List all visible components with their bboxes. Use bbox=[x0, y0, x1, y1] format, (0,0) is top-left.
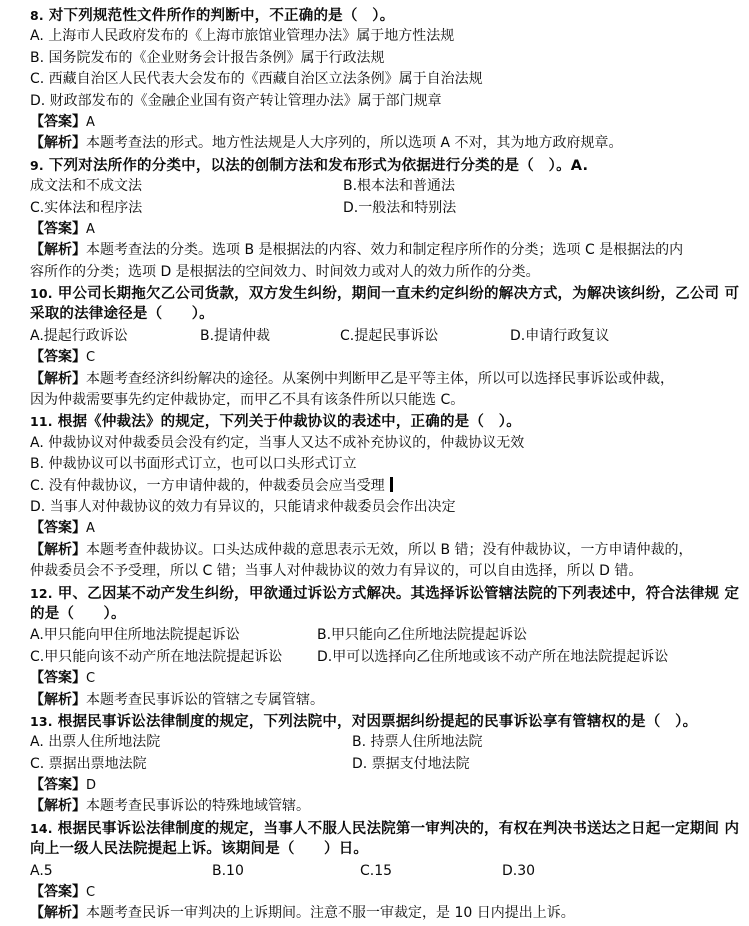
question-9-options-row-2 bbox=[30, 198, 743, 219]
question-11-option-c: C. 没有仲裁协议，一方申请仲裁的，仲裁委员会应当受理 bbox=[30, 476, 743, 497]
answer-label: 【答案】 bbox=[30, 777, 86, 794]
question-14-option-a: A.5 bbox=[30, 862, 53, 879]
question-11-option-d: D. 当事人对仲裁协议的效力有异议的，只能请求仲裁委员会作出决定 bbox=[30, 498, 456, 515]
question-12-title: 12. 甲、乙因某不动产发生纠纷，甲欲通过诉讼方式解决。其选择诉讼管辖法院的下列表述中，符合法律规 定 bbox=[30, 585, 740, 602]
question-14-title-cont: 向上一级人民法院提起上诉。该期间是（ ）日。 bbox=[30, 841, 369, 858]
question-11-number: 11. bbox=[30, 414, 53, 430]
analysis-label: 【解析】 bbox=[30, 905, 86, 922]
question-14-options-row bbox=[30, 861, 743, 882]
question-10-analysis-cont: 因为仲裁需要事先约定仲裁协定，而甲乙不具有该条件所以只能选 C。 bbox=[30, 392, 465, 409]
question-10-option-b: B.提请仲裁 bbox=[200, 327, 271, 344]
question-13-option-c: C. 票据出票地法院 bbox=[30, 755, 147, 772]
question-10-option-c: C.提起民事诉讼 bbox=[340, 327, 439, 344]
question-12-answer: 【答案】C bbox=[30, 670, 96, 687]
question-14-option-b: B.10 bbox=[212, 862, 244, 879]
question-14-answer: 【答案】C bbox=[30, 884, 96, 901]
question-12-option-a: A.甲只能向甲住所地法院提起诉讼 bbox=[30, 627, 240, 644]
question-9-number: 9. bbox=[30, 157, 44, 173]
question-14-title: 14. 根据民事诉讼法律制度的规定，当事人不服人民法院第一审判决的，有权在判决书送达之日起一定期间 内 bbox=[30, 820, 740, 837]
question-9-options-row-1 bbox=[30, 176, 743, 197]
question-9-title: 9. 下列对法所作的分类中，以法的创制方法和发布形式为依据进行分类的是（ ）。A. bbox=[30, 157, 589, 174]
question-14-analysis: 【解析】本题考查民诉一审判决的上诉期间。注意不服一审裁定，是 10 日内提出上诉。 bbox=[30, 905, 575, 922]
analysis-label: 【解析】 bbox=[30, 242, 86, 259]
question-13-number: 13. bbox=[30, 713, 53, 729]
question-8-option-b: B. 国务院发布的《企业财务会计报告条例》属于行政法规 bbox=[30, 49, 385, 66]
question-8-number: 8. bbox=[30, 8, 44, 23]
question-11-analysis: 【解析】本题考查仲裁协议。口头达成仲裁的意思表示无效，所以 B 错；没有仲裁协议，一方申请仲裁的， bbox=[30, 541, 693, 558]
question-12-options-row-1 bbox=[30, 625, 743, 646]
question-13-option-d: D. 票据支付地法院 bbox=[352, 755, 470, 772]
question-13-answer: 【答案】D bbox=[30, 777, 97, 794]
answer-label: 【答案】 bbox=[30, 220, 86, 237]
question-10-number: 10. bbox=[30, 286, 53, 302]
question-12-number: 12. bbox=[30, 585, 53, 601]
question-13-option-a: A. 出票人住所地法院 bbox=[30, 734, 161, 751]
question-10-title: 10. 甲公司长期拖欠乙公司货款，双方发生纠纷，期间一直未约定纠纷的解决方式，为解决该纠纷，乙公司 可 bbox=[30, 286, 740, 303]
question-12-option-d: D.甲可以选择向乙住所地或该不动产所在地法院提起诉讼 bbox=[317, 648, 669, 665]
answer-label: 【答案】 bbox=[30, 884, 86, 901]
question-9-option-b: B.根本法和普通法 bbox=[343, 178, 456, 195]
question-13-option-b: B. 持票人住所地法院 bbox=[352, 734, 483, 751]
question-8-title: 8. 对下列规范性文件所作的判断中，不正确的是（ ）。 bbox=[30, 8, 395, 24]
question-12-option-c: C.甲只能向该不动产所在地法院提起诉讼 bbox=[30, 648, 283, 665]
question-14-option-d: D.30 bbox=[502, 862, 536, 879]
question-13-title: 13. 根据民事诉讼法律制度的规定，下列法院中，对因票据纠纷提起的民事诉讼享有管辖权的是（ ）。 bbox=[30, 713, 698, 730]
question-12-analysis: 【解析】本题考查民事诉讼的管辖之专属管辖。 bbox=[30, 691, 324, 708]
question-10-answer: 【答案】C bbox=[30, 349, 96, 366]
analysis-label: 【解析】 bbox=[30, 370, 86, 387]
analysis-label: 【解析】 bbox=[30, 798, 86, 815]
answer-label: 【答案】 bbox=[30, 670, 86, 687]
question-9-analysis: 【解析】本题考查法的分类。选项 B 是根据法的内容、效力和制定程序所作的分类；选项 C 是根据法的内 bbox=[30, 242, 684, 259]
question-11-title: 11. 根据《仲裁法》的规定，下列关于仲裁协议的表述中，正确的是（ ）。 bbox=[30, 414, 521, 431]
question-13-options-row-1 bbox=[30, 732, 743, 753]
question-10-options-row bbox=[30, 326, 743, 347]
question-8-option-c: C. 西藏自治区人民代表大会发布的《西藏自治区立法条例》属于自治法规 bbox=[30, 71, 483, 88]
question-9-option-d: D.一般法和特别法 bbox=[343, 199, 457, 216]
question-12-option-b: B.甲只能向乙住所地法院提起诉讼 bbox=[317, 627, 528, 644]
question-8-option-a: A. 上海市人民政府发布的《上海市旅馆业管理办法》属于地方性法规 bbox=[30, 28, 455, 45]
question-9-analysis-cont: 容所作的分类；选项 D 是根据法的空间效力、时间效力或对人的效力所作的分类。 bbox=[30, 263, 540, 280]
question-11-option-a: A. 仲裁协议对仲裁委员会没有约定，当事人又达不成补充协议的，仲裁协议无效 bbox=[30, 434, 525, 451]
question-11-analysis-cont: 仲裁委员会不予受理，所以 C 错；当事人对仲裁协议的效力有异议的，可以自由选择，所以 D 错。 bbox=[30, 563, 643, 580]
question-12-title-cont: 的是（ ）。 bbox=[30, 605, 126, 622]
question-9-option-a: 成文法和不成文法 bbox=[30, 178, 142, 195]
answer-label: 【答案】 bbox=[30, 520, 86, 537]
question-13-analysis: 【解析】本题考查民事诉讼的特殊地域管辖。 bbox=[30, 798, 310, 815]
question-10-title-cont: 采取的法律途径是（ ）。 bbox=[30, 306, 214, 323]
question-9-option-c: C.实体法和程序法 bbox=[30, 199, 143, 216]
question-10-analysis: 【解析】本题考查经济纠纷解决的途径。从案例中判断甲乙是平等主体，所以可以选择民事诉讼或仲裁， bbox=[30, 370, 674, 387]
text-cursor bbox=[390, 477, 393, 492]
question-14-option-c: C.15 bbox=[360, 862, 393, 879]
analysis-label: 【解析】 bbox=[30, 691, 86, 708]
question-10-option-d: D.申请行政复议 bbox=[510, 327, 610, 344]
question-8-answer: 【答案】A bbox=[30, 113, 95, 130]
analysis-label: 【解析】 bbox=[30, 541, 86, 558]
question-8-analysis: 【解析】本题考查法的形式。地方性法规是人大序列的，所以选项 A 不对，其为地方政府规章。 bbox=[30, 135, 623, 152]
answer-label: 【答案】 bbox=[30, 113, 86, 130]
question-13-options-row-2 bbox=[30, 754, 743, 775]
question-10-option-a: A.提起行政诉讼 bbox=[30, 327, 128, 344]
question-9-answer: 【答案】A bbox=[30, 220, 95, 237]
question-8-option-d: D. 财政部发布的《金融企业国有资产转让管理办法》属于部门规章 bbox=[30, 92, 442, 109]
answer-label: 【答案】 bbox=[30, 349, 86, 366]
question-11-option-b: B. 仲裁协议可以书面形式订立，也可以口头形式订立 bbox=[30, 456, 357, 473]
question-11-answer: 【答案】A bbox=[30, 520, 95, 537]
analysis-label: 【解析】 bbox=[30, 135, 86, 152]
question-14-number: 14. bbox=[30, 820, 53, 836]
question-12-options-row-2 bbox=[30, 647, 743, 668]
